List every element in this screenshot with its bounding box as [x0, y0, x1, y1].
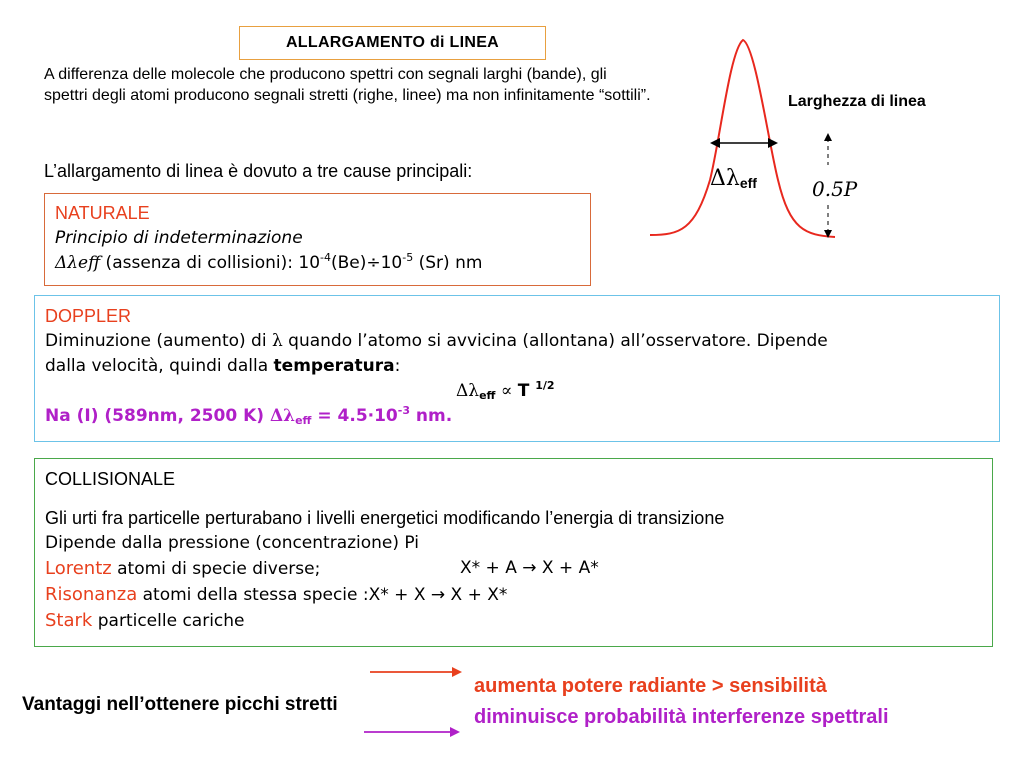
naturale-principle: Principio di indeterminazione — [55, 228, 303, 248]
doppler-box — [34, 295, 1000, 442]
stark-line: Stark particelle cariche — [45, 610, 245, 631]
width-arrow-right-head — [768, 138, 778, 148]
causes-intro: L’allargamento di linea è dovuto a tre cause principali: — [44, 161, 473, 181]
risonanza-line: Risonanza atomi della stessa specie :X* + X → X + X* — [45, 584, 508, 605]
advantages-arrows — [362, 660, 472, 745]
doppler-heading: DOPPLER — [45, 306, 132, 326]
height-arrow-top-head — [824, 133, 832, 141]
line-profile-curve — [650, 40, 835, 237]
half-height-label: 0.5P — [812, 177, 858, 201]
slide-title: ALLARGAMENTO di LINEA — [239, 26, 546, 60]
advantage-interference: diminuisce probabilità interferenze spettrali — [474, 706, 889, 728]
doppler-example: Na (I) (589nm, 2500 K) $\Delta\lambda_{eff} = 4.5\cdot 10^{-3}$ nm. — [45, 404, 453, 427]
advantages-label: Vantaggi nell’ottenere picchi stretti — [22, 694, 338, 715]
naturale-formula: Δλeff (assenza di collisioni): $10^{-4}(Be)\div 10^{-5}$ (Sr) nm — [55, 251, 483, 273]
collisionale-line2: Dipende dalla pressione (concentrazione) Pi — [45, 533, 420, 553]
doppler-proportionality: $\Delta\lambda_{eff} \propto T$ $^{1/2}$ — [456, 379, 555, 402]
collisionale-heading: COLLISIONALE — [45, 469, 176, 489]
delta-lambda-label: $\Delta\lambda_{eff}$ — [710, 166, 757, 191]
advantage-sensitivity: aumenta potere radiante > sensibilità — [474, 675, 827, 697]
collisionale-line1: Gli urti fra particelle perturabano i livelli energetici modificando l’energia di transizione — [45, 508, 725, 528]
line-profile-figure — [640, 30, 880, 250]
width-arrow-left-head — [710, 138, 720, 148]
arrow-red-head — [452, 667, 462, 677]
width-label: Larghezza di linea — [788, 93, 926, 110]
naturale-box — [44, 193, 591, 286]
lorentz-line: Lorentz atomi di specie diverse; X* + A → X + A* — [45, 558, 599, 579]
doppler-line2: dalla velocità, quindi dalla temperatura: — [45, 356, 401, 376]
arrow-purple-head — [450, 727, 460, 737]
collisionale-box — [34, 458, 993, 647]
naturale-heading: NATURALE — [55, 203, 150, 223]
doppler-line1: Diminuzione (aumento) di λ quando l’atomo si avvicina (allontana) all’osservatore. Dipende — [45, 331, 828, 351]
intro-text: A differenza delle molecole che producono spettri con segnali larghi (bande), gli spettri degli atomi producono segnali stretti (righe, linee) ma non infinitamente “sottili”. — [44, 66, 651, 104]
